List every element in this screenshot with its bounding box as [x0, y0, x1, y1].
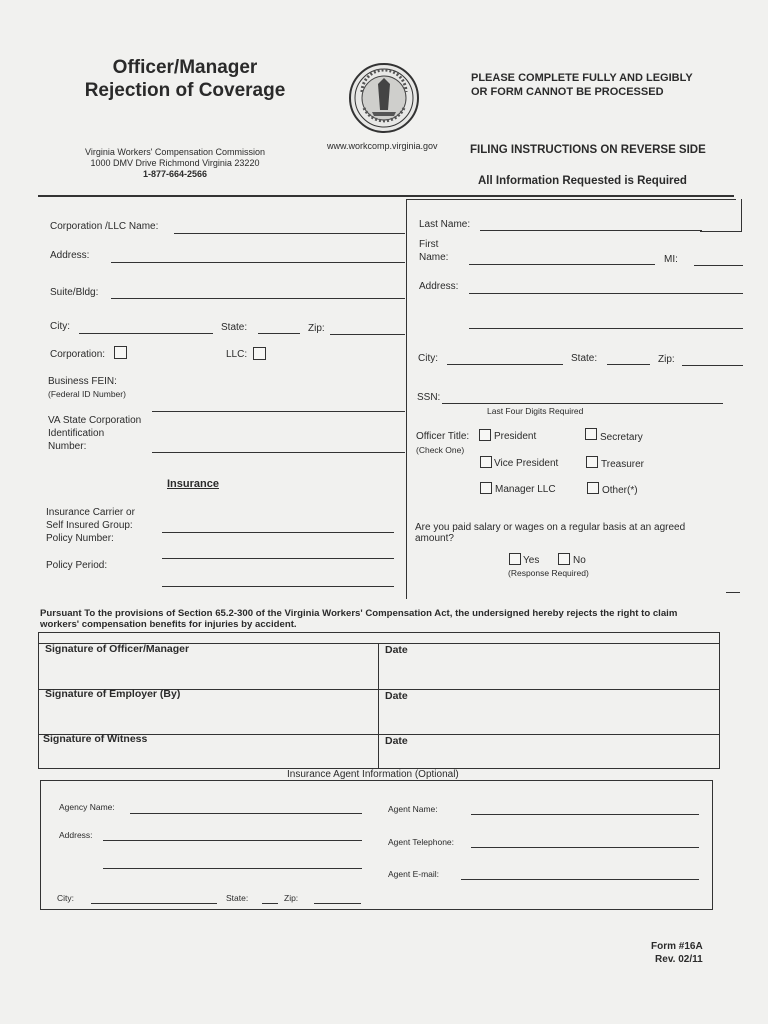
officer-state-field[interactable]: [607, 364, 650, 365]
corp-name-label: Corporation /LLC Name:: [50, 221, 159, 232]
vice-president-checkbox[interactable]: [480, 456, 492, 468]
agent-address-label: Address:: [59, 830, 93, 840]
employer-state-field[interactable]: [258, 333, 300, 334]
agent-phone-label: Agent Telephone:: [388, 837, 455, 847]
commission-info: [62, 147, 288, 180]
officer-city-label: City:: [418, 353, 438, 364]
agent-name-field[interactable]: [471, 814, 699, 815]
llc-label: LLC:: [226, 349, 248, 360]
form-number: Form #16A: [651, 941, 703, 952]
secretary-checkbox[interactable]: [585, 428, 597, 440]
first-name-field[interactable]: [469, 264, 655, 265]
officer-address-field[interactable]: [469, 293, 743, 294]
ssn-field[interactable]: [442, 403, 723, 404]
carrier-label-line1: Insurance Carrier or: [46, 507, 135, 518]
employer-signature-label: Signature of Employer (By): [45, 688, 181, 700]
employer-city-field[interactable]: [79, 333, 213, 334]
carrier-label-line2: Self Insured Group:: [46, 520, 133, 531]
officer-city-field[interactable]: [447, 364, 563, 365]
salary-question-line2: amount?: [415, 533, 454, 544]
corp-name-field[interactable]: [174, 233, 405, 234]
mi-label: MI:: [664, 254, 678, 265]
officer-date-label: Date: [385, 644, 408, 656]
form-title-line2: Rejection of Coverage: [84, 80, 286, 101]
agent-name-label: Agent Name:: [388, 804, 438, 814]
form-title: [70, 56, 300, 102]
carrier-field[interactable]: [162, 532, 394, 533]
agent-city-label: City:: [57, 893, 74, 903]
va-scc-line1: VA State Corporation: [48, 415, 142, 426]
llc-checkbox[interactable]: [253, 347, 266, 360]
employer-date-label: Date: [385, 690, 408, 702]
agent-phone-field[interactable]: [471, 847, 699, 848]
right-mark: [726, 592, 740, 593]
policy-period-label: Policy Period:: [46, 560, 108, 571]
commission-address: 1000 DMV Drive Richmond Virginia 23220: [90, 158, 260, 168]
manager-llc-label: Manager LLC: [495, 484, 556, 495]
va-scc-line2: Identification: [48, 428, 105, 439]
website-link[interactable]: www.workcomp.virginia.gov: [327, 141, 438, 151]
suite-field[interactable]: [111, 298, 405, 299]
suite-label: Suite/Bldg:: [50, 287, 99, 298]
ssn-label: SSN:: [417, 392, 441, 403]
agent-state-label: State:: [226, 893, 249, 903]
employer-zip-label: Zip:: [308, 323, 325, 334]
officer-title-sublabel: (Check One): [416, 445, 465, 455]
form-number-block: [651, 940, 703, 966]
policy-number-label: Policy Number:: [46, 533, 114, 544]
witness-signature-label: Signature of Witness: [43, 733, 148, 745]
va-scc-line3: Number:: [48, 441, 87, 452]
president-label: President: [494, 431, 537, 442]
right-bracket-foot: [700, 231, 742, 232]
employer-state-label: State:: [221, 322, 248, 333]
agent-state-field[interactable]: [262, 903, 278, 904]
form-title-line1: Officer/Manager: [112, 57, 258, 78]
no-checkbox[interactable]: [558, 553, 570, 565]
header-divider-right: [406, 199, 736, 200]
corporation-checkbox[interactable]: [114, 346, 127, 359]
officer-state-label: State:: [571, 353, 598, 364]
corporation-label: Corporation:: [50, 349, 106, 360]
officer-title-label: Officer Title:: [416, 431, 470, 442]
employer-address-field[interactable]: [111, 262, 405, 263]
notice-text: [471, 71, 693, 99]
yes-checkbox[interactable]: [509, 553, 521, 565]
officer-address-field-2[interactable]: [469, 328, 743, 329]
commission-name: Virginia Workers' Compensation Commission: [85, 147, 265, 157]
policy-number-field[interactable]: [162, 558, 394, 559]
president-checkbox[interactable]: [479, 429, 491, 441]
agent-info-box: [40, 780, 713, 910]
agent-address-field[interactable]: [103, 840, 362, 841]
salary-question-line1: Are you paid salary or wages on a regular basis at an agreed: [415, 522, 686, 533]
agency-name-field[interactable]: [130, 813, 362, 814]
filing-instructions: FILING INSTRUCTIONS ON REVERSE SIDE: [470, 144, 706, 156]
other-checkbox[interactable]: [587, 482, 599, 494]
mi-field[interactable]: [694, 265, 743, 266]
officer-signature-label: Signature of Officer/Manager: [45, 643, 190, 655]
notice-line2: OR FORM CANNOT BE PROCESSED: [471, 86, 664, 98]
yes-label: Yes: [523, 555, 540, 566]
employer-zip-field[interactable]: [330, 334, 405, 335]
rejection-statement-line1: Pursuant To the provisions of Section 65.2-300 of the Virginia Workers' Compensation Act, the undersigned hereby rejects the right to claim: [40, 608, 678, 619]
agent-email-field[interactable]: [461, 879, 699, 880]
fein-field[interactable]: [152, 411, 405, 412]
other-label: Other(*): [602, 485, 638, 496]
agent-heading: Insurance Agent Information (Optional): [287, 769, 459, 780]
last-name-field[interactable]: [480, 230, 702, 231]
form-revision: Rev. 02/11: [655, 954, 703, 965]
insurance-heading: Insurance: [167, 478, 219, 490]
first-name-label-line2: Name:: [419, 252, 449, 263]
no-label: No: [573, 555, 586, 566]
agent-zip-label: Zip:: [284, 893, 299, 903]
ssn-sublabel: Last Four Digits Required: [487, 406, 584, 416]
agent-address-field-2[interactable]: [103, 868, 362, 869]
last-name-label: Last Name:: [419, 219, 471, 230]
agent-email-label: Agent E-mail:: [388, 869, 440, 879]
response-required: (Response Required): [508, 568, 589, 578]
first-name-label-line1: First: [419, 239, 439, 250]
vice-president-label: Vice President: [494, 458, 559, 469]
rejection-statement-line2: workers' compensation benefits for injuries by accident.: [40, 619, 297, 630]
witness-date-label: Date: [385, 735, 408, 747]
va-scc-field[interactable]: [152, 452, 405, 453]
manager-llc-checkbox[interactable]: [480, 482, 492, 494]
agent-city-field[interactable]: [91, 903, 217, 904]
officer-zip-label: Zip:: [658, 354, 675, 365]
agent-zip-field[interactable]: [314, 903, 361, 904]
fein-sublabel: (Federal ID Number): [48, 389, 126, 399]
commission-phone: 1-877-664-2566: [142, 169, 208, 179]
header-divider: [38, 195, 734, 197]
fein-label: Business FEIN:: [48, 376, 117, 387]
employer-address-label: Address:: [50, 250, 90, 261]
signature-table: [38, 632, 720, 769]
all-info-required: All Information Requested is Required: [478, 175, 687, 187]
treasurer-label: Treasurer: [601, 459, 644, 470]
officer-address-label: Address:: [419, 281, 459, 292]
virginia-seal-icon: [348, 62, 420, 134]
secretary-label: Secretary: [600, 432, 643, 443]
employer-city-label: City:: [50, 321, 70, 332]
column-divider: [406, 199, 407, 599]
agency-name-label: Agency Name:: [59, 802, 115, 812]
treasurer-checkbox[interactable]: [586, 456, 598, 468]
policy-period-field[interactable]: [162, 586, 394, 587]
notice-line1: PLEASE COMPLETE FULLY AND LEGIBLY: [471, 72, 693, 84]
officer-zip-field[interactable]: [682, 365, 743, 366]
signature-column-divider: [378, 643, 379, 769]
right-bracket: [741, 199, 742, 231]
